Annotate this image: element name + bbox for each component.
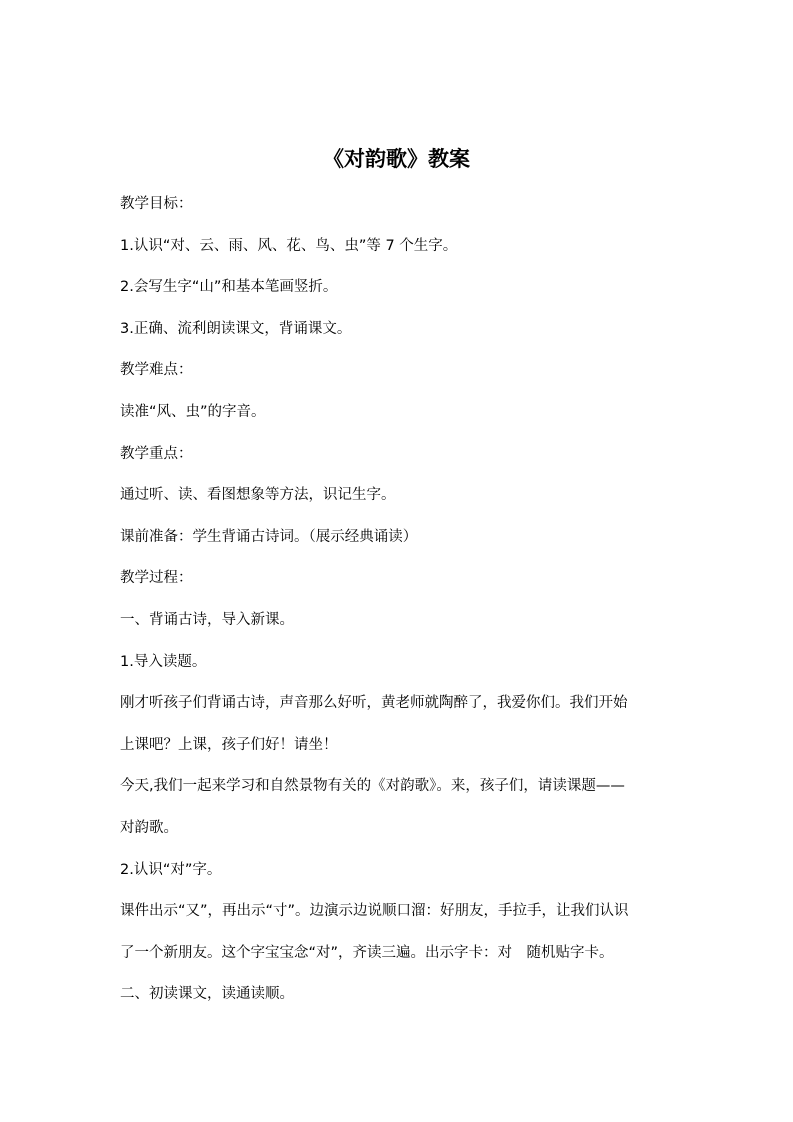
text-line: 3.正确、流利朗读课文，背诵课文。	[120, 320, 352, 337]
text-line: 教学目标：	[120, 196, 193, 212]
text-line: 了一个新朋友。这个字宝宝念“对”，齐读三遍。出示字卡：对 随机贴字卡。	[120, 944, 614, 961]
text-line: 上课吧？上课，孩子们好！请坐！	[120, 736, 338, 753]
text-line: 教学难点：	[120, 362, 193, 379]
text-line: 课件出示“又”，再出示“寸”。边演示边说顺口溜：好朋友，手拉手，让我们认识	[120, 903, 629, 920]
text-line: 课前准备：学生背诵古诗词。（展示经典诵读）	[120, 528, 418, 545]
text-line: 2.认识“对”字。	[120, 861, 222, 878]
text-line: 二、初读课文，读通读顺。	[120, 986, 294, 1003]
text-line: 一、背诵古诗，导入新课。	[120, 611, 294, 628]
text-line: 今天,我们一起来学习和自然景物有关的《对韵歌》。来，孩子们，请读课题——	[120, 778, 625, 795]
text-line: 1.认识“对、云、雨、风、花、鸟、虫”等 7 个生字。	[120, 237, 458, 254]
text-line: 读准“风、虫”的字音。	[120, 403, 266, 420]
text-line: 2.会写生字“山”和基本笔画竖折。	[120, 279, 338, 296]
text-line: 教学重点：	[120, 445, 193, 462]
text-line: 1.导入读题。	[120, 653, 207, 670]
document-body	[120, 184, 680, 1016]
text-line: 刚才听孩子们背诵古诗，声音那么好听，黄老师就陶醉了，我爱你们。我们开始	[120, 695, 628, 712]
text-line: 通过听、读、看图想象等方法，识记生字。	[120, 487, 396, 504]
text-line: 对韵歌。	[120, 819, 178, 836]
document-title: 《对韵歌》教案	[323, 146, 470, 171]
text-line: 教学过程：	[120, 570, 193, 587]
